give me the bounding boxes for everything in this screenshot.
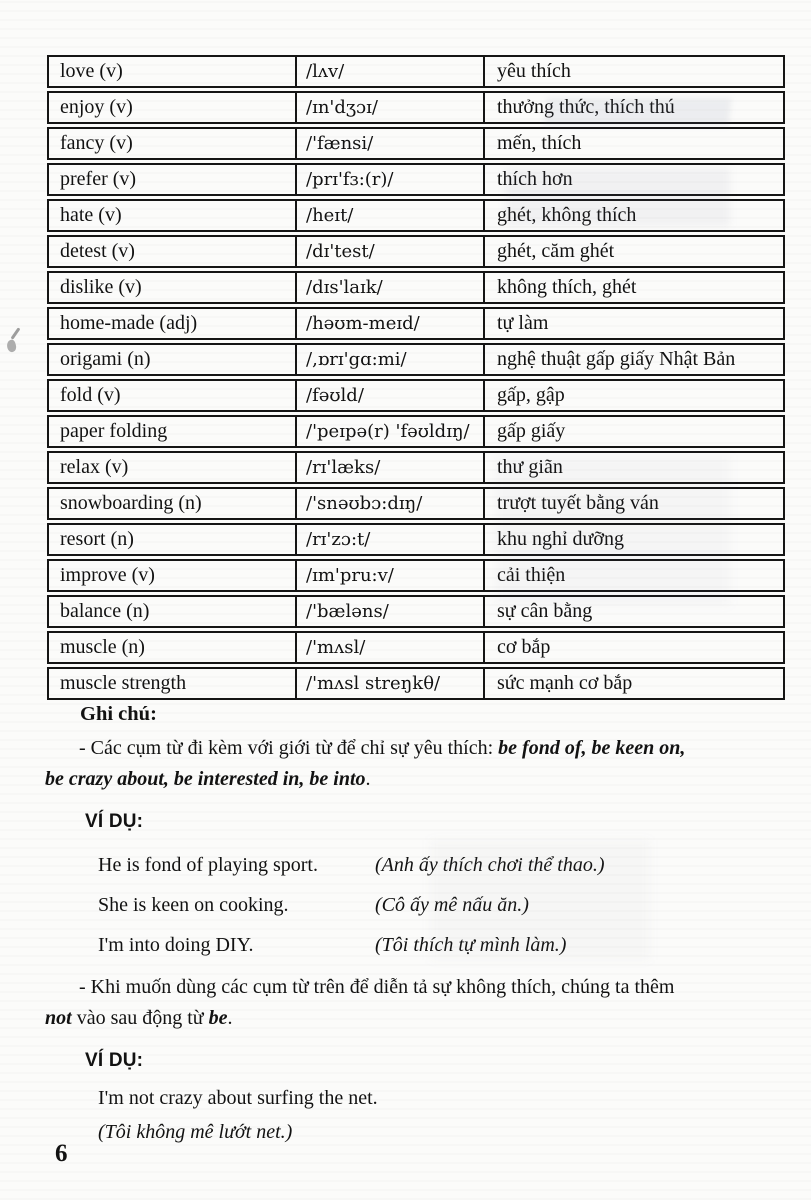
- meaning-cell: sự cân bằng: [497, 600, 593, 622]
- word-cell: resort (n): [60, 528, 134, 550]
- ipa-cell: /ɪn'dʒɔɪ/: [295, 93, 485, 122]
- ipa-cell: /rɪ'zɔ:t/: [295, 525, 485, 554]
- table-row: [47, 163, 785, 196]
- example-row: [98, 845, 786, 885]
- ipa-cell: /'fænsi/: [295, 129, 485, 158]
- example-vietnamese: (Anh ấy thích chơi thể thao.): [375, 853, 605, 876]
- notes-section: [45, 703, 786, 1149]
- meaning-cell: ghét, căm ghét: [497, 240, 615, 262]
- word-cell: improve (v): [60, 564, 155, 586]
- example-heading-2: VÍ DỤ:: [85, 1050, 144, 1071]
- meaning-cell: trượt tuyết bằng ván: [497, 492, 659, 514]
- table-row: [47, 307, 785, 340]
- example-english: He is fond of playing sport.: [98, 853, 318, 876]
- ipa-cell: /'peɪpə(r) 'fəʊldɪŋ/: [295, 417, 485, 446]
- table-row: [47, 379, 785, 412]
- meaning-cell: không thích, ghét: [497, 276, 637, 298]
- table-row: [47, 91, 785, 124]
- word-cell: prefer (v): [60, 168, 137, 190]
- meaning-cell: cải thiện: [497, 564, 566, 586]
- meaning-cell: khu nghỉ dưỡng: [497, 528, 624, 550]
- note1-period: .: [365, 768, 371, 790]
- table-row: [47, 199, 785, 232]
- example-vietnamese: (Tôi thích tự mình làm.): [375, 933, 567, 956]
- word-cell: fold (v): [60, 384, 121, 406]
- word-cell: fancy (v): [60, 132, 133, 154]
- table-row: [47, 415, 785, 448]
- table-row: [47, 559, 785, 592]
- note2-text: - Khi muốn dùng các cụm từ trên để diễn tả sự không thích, chúng ta thêm: [79, 976, 675, 998]
- note1-phrases-line2: be crazy about, be interested in, be into: [45, 768, 366, 790]
- note2-be-word: be: [208, 1007, 228, 1029]
- example-heading-1: VÍ DỤ:: [85, 811, 144, 832]
- ipa-cell: /heɪt/: [295, 201, 485, 230]
- meaning-cell: thích hơn: [497, 168, 573, 190]
- example-english: I'm into doing DIY.: [98, 933, 254, 956]
- word-cell: snowboarding (n): [60, 492, 202, 514]
- ipa-cell: /rɪ'læks/: [295, 453, 485, 482]
- meaning-cell: tự làm: [497, 312, 549, 334]
- word-cell: origami (n): [60, 348, 151, 370]
- note1-text: - Các cụm từ đi kèm với giới từ để chỉ sự yêu thích:: [79, 737, 499, 759]
- word-cell: relax (v): [60, 456, 129, 478]
- table-row: [47, 127, 785, 160]
- word-cell: balance (n): [60, 600, 150, 622]
- note-paragraph-2: [45, 972, 786, 1034]
- table-row: [47, 487, 785, 520]
- table-row: [47, 271, 785, 304]
- ipa-cell: /lʌv/: [295, 57, 485, 86]
- ipa-cell: /dɪs'laɪk/: [295, 273, 485, 302]
- notes-heading: Ghi chú:: [80, 703, 157, 725]
- word-cell: dislike (v): [60, 276, 142, 298]
- table-row: [47, 343, 785, 376]
- note2-period: .: [227, 1007, 233, 1029]
- meaning-cell: sức mạnh cơ bắp: [497, 672, 633, 694]
- ipa-cell: /dɪ'test/: [295, 237, 485, 266]
- meaning-cell: gấp giấy: [497, 420, 566, 442]
- ipa-cell: /prɪ'fɜ:(r)/: [295, 165, 485, 194]
- ipa-cell: /ɪm'pru:v/: [295, 561, 485, 590]
- word-cell: detest (v): [60, 240, 135, 262]
- table-row: [47, 595, 785, 628]
- word-cell: love (v): [60, 60, 123, 82]
- meaning-cell: yêu thích: [497, 60, 571, 82]
- meaning-cell: thư giãn: [497, 456, 563, 478]
- example-row: [98, 925, 786, 965]
- ipa-cell: /,ɒrɪ'gɑ:mi/: [295, 345, 485, 374]
- meaning-cell: nghệ thuật gấp giấy Nhật Bản: [497, 348, 736, 370]
- meaning-cell: thưởng thức, thích thú: [497, 96, 675, 118]
- example-english: She is keen on cooking.: [98, 893, 289, 916]
- table-row: [47, 55, 785, 88]
- example-single: [98, 1081, 786, 1149]
- ipa-cell: /'bæləns/: [295, 597, 485, 626]
- word-cell: muscle strength: [60, 672, 187, 694]
- word-cell: enjoy (v): [60, 96, 133, 118]
- word-cell: home-made (adj): [60, 312, 198, 334]
- ipa-cell: /'snəʊbɔ:dɪŋ/: [295, 489, 485, 518]
- table-row: [47, 667, 785, 700]
- example2-english: I'm not crazy about surfing the net.: [98, 1087, 378, 1109]
- table-row: [47, 235, 785, 268]
- ipa-cell: /'mʌsl/: [295, 633, 485, 662]
- table-row: [47, 451, 785, 484]
- example-list: [98, 845, 786, 965]
- table-row: [47, 631, 785, 664]
- meaning-cell: mến, thích: [497, 132, 582, 154]
- meaning-cell: cơ bắp: [497, 636, 551, 658]
- note-paragraph-1: [45, 733, 786, 795]
- pen-mark-artifact: [5, 339, 17, 353]
- ipa-cell: /fəʊld/: [295, 381, 485, 410]
- pen-mark-artifact: [11, 327, 21, 339]
- vocabulary-table: [47, 55, 785, 703]
- note2-mid-text: vào sau động từ: [71, 1007, 209, 1029]
- note2-not-word: not: [45, 1007, 72, 1029]
- word-cell: paper folding: [60, 420, 168, 442]
- table-row: [47, 523, 785, 556]
- word-cell: muscle (n): [60, 636, 145, 658]
- ipa-cell: /həʊm-meɪd/: [295, 309, 485, 338]
- ipa-cell: /'mʌsl streŋkθ/: [295, 669, 485, 698]
- example2-vietnamese: (Tôi không mê lướt net.): [98, 1121, 293, 1143]
- example-row: [98, 885, 786, 925]
- page-number: 6: [55, 1140, 68, 1167]
- meaning-cell: gấp, gập: [497, 384, 565, 406]
- note1-phrases-line1: be fond of, be keen on,: [498, 737, 686, 759]
- meaning-cell: ghét, không thích: [497, 204, 637, 226]
- example-vietnamese: (Cô ấy mê nấu ăn.): [375, 893, 529, 916]
- word-cell: hate (v): [60, 204, 122, 226]
